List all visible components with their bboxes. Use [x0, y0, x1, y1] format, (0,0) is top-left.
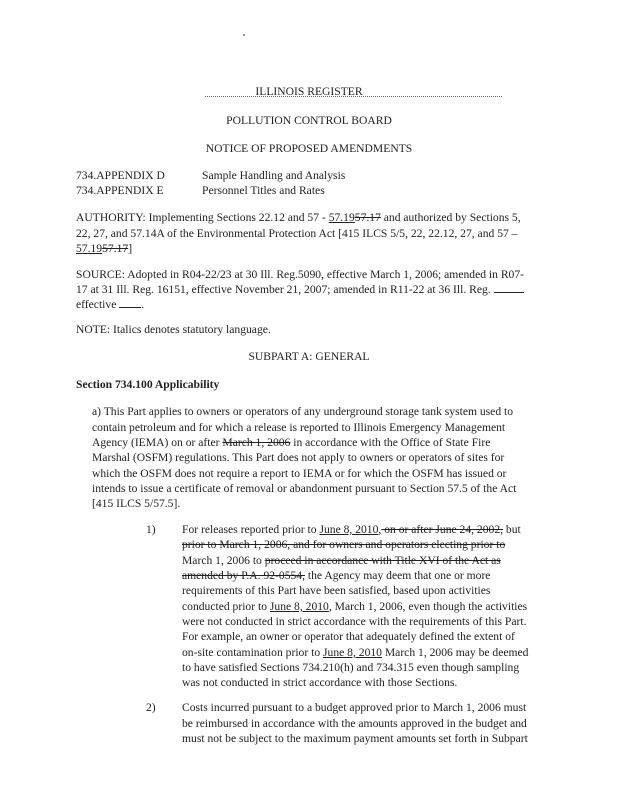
- source-line-1: SOURCE: Adopted in R04-22/23 at 30 Ill. Reg.5090, effective March 1, 2006; amended in R07-: [76, 268, 525, 281]
- authority-line-3: [76, 241, 132, 256]
- board-title: POLLUTION CONTROL BOARD: [226, 114, 392, 127]
- para-a-line-7: [415 ILCS 5/57.5].: [92, 497, 181, 510]
- para-a-line-2: contain petroleum and for which a release is reported to Illinois Emergency Management: [92, 421, 506, 434]
- item-2-number: 2): [146, 701, 156, 714]
- authority-mid: and authorized by Sections 5,: [380, 211, 521, 224]
- effective-blank: [119, 297, 141, 308]
- authority-end: ]: [128, 242, 133, 255]
- item1-l9-insert: June 8, 2010: [323, 646, 382, 659]
- section-heading: Section 734.100 Applicability: [76, 378, 220, 391]
- item1-l1-pre: For releases reported prior to: [182, 523, 320, 536]
- item1-l1-insert-comma: ,: [378, 523, 382, 536]
- item1-l4-deleted: amended by P.A. 92-0554,: [182, 569, 306, 582]
- item-1-line-11: was not conducted in strict accordance with those Sections.: [182, 676, 458, 689]
- volume-blank: [494, 282, 524, 293]
- appendix-d-code: 734.APPENDIX D: [76, 169, 165, 182]
- subpart-heading: SUBPART A: GENERAL: [248, 350, 370, 363]
- item1-l1-deleted: on or after June 24, 2002,: [381, 523, 504, 536]
- source-line-2-text: 17 at 31 Ill. Reg. 16151, effective November 21, 2007; amended in R11-22 at 36 Ill. Reg.: [76, 283, 491, 296]
- scan-mark: [243, 34, 245, 36]
- authority-delete-1: 57.17: [354, 211, 381, 224]
- item1-l2-deleted: prior to March 1, 2006, and for owners and operators electing prior to: [182, 538, 506, 551]
- appendix-e-code: 734.APPENDIX E: [76, 184, 164, 197]
- item-1-line-8: For example, an owner or operator that adequately defined the extent of: [182, 630, 515, 643]
- item-1-line-4: [182, 568, 490, 583]
- item1-l6-post: , March 1, 2006, even though the activities: [328, 600, 528, 613]
- source-period: .: [141, 298, 145, 311]
- item-1-line-7: were not conducted in strict accordance with the requirements of this Part.: [182, 615, 527, 628]
- item-1-line-9: [182, 645, 528, 660]
- item1-l6-pre: conducted prior to: [182, 600, 270, 613]
- authority-line-1: [76, 210, 521, 225]
- item-1-line-2: [182, 537, 505, 552]
- item1-l4-post: the Agency may deem that one or more: [305, 569, 491, 582]
- item-1-line-3: [182, 553, 501, 568]
- item1-l1-post: but: [503, 523, 521, 536]
- source-line-2: [76, 282, 524, 297]
- item1-l9-post: March 1, 2006 may be deemed: [381, 646, 529, 659]
- para-a-line-1: a) This Part applies to owners or operators of any underground storage tank system used to: [92, 405, 514, 418]
- authority-lead: AUTHORITY: Implementing Sections 22.12 and 57 -: [76, 211, 329, 224]
- note: NOTE: Italics denotes statutory language.: [76, 323, 271, 336]
- para-a-l3-pre: Agency (IEMA) on or after: [92, 436, 223, 449]
- item-1-line-6: [182, 599, 527, 614]
- item1-l3-deleted: proceed in accordance with Title XVI of the Act as: [264, 554, 501, 567]
- item-1-line-1: [182, 522, 521, 537]
- appendix-e-title: Personnel Titles and Rates: [202, 184, 325, 197]
- register-title: ILLINOIS REGISTER: [255, 85, 363, 98]
- para-a-line-3: [92, 435, 490, 450]
- item-1-line-10: to have satisfied Sections 734.210(h) and 734.315 even though sampling: [182, 661, 520, 674]
- authority-delete-2: 57.17: [102, 242, 129, 255]
- item-1-line-5: requirements of this Part have been satisfied, based upon activities: [182, 584, 491, 597]
- item-2-line-1: Costs incurred pursuant to a budget approved prior to March 1, 2006 must: [182, 701, 527, 714]
- para-a-l3-post: in accordance with the Office of State Fire: [290, 436, 491, 449]
- para-a-l3-deleted: March 1, 2006: [222, 436, 291, 449]
- item1-l1-insert: June 8, 2010: [319, 523, 379, 536]
- para-a-line-5: which the OSFM does not require a report to IEMA or for which the OSFM has issued or: [92, 467, 507, 480]
- item1-l3-pre: March 1, 2006 to: [182, 554, 265, 567]
- item-2-line-2: be reimbursed in accordance with the amounts approved in the budget and: [182, 717, 527, 730]
- appendix-d-title: Sample Handling and Analysis: [202, 169, 346, 182]
- item1-l6-insert: June 8, 2010: [269, 600, 329, 613]
- header-rule: [205, 96, 502, 97]
- item-2-line-3: must not be subject to the maximum payment amounts set forth in Subpart: [182, 732, 528, 745]
- notice-title: NOTICE OF PROPOSED AMENDMENTS: [205, 142, 413, 155]
- authority-insert-1: 57.19: [328, 211, 355, 224]
- item1-l9-pre: on-site contamination prior to: [182, 646, 324, 659]
- item-1-number: 1): [146, 523, 156, 536]
- authority-insert-2: 57.19: [76, 242, 103, 255]
- para-a-line-4: Marshal (OSFM) regulations. This Part does not apply to owners or operators of sites for: [92, 451, 505, 464]
- source-line-3: [76, 297, 144, 312]
- para-a-line-6: intends to issue a certificate of removal or abandonment pursuant to Section 57.5 of the Act: [92, 482, 517, 495]
- source-effective: effective: [76, 298, 117, 311]
- authority-line-2: 22, 27, and 57.14A of the Environmental Protection Act [415 ILCS 5/5, 22, 22.12, 27, and 57 –: [76, 227, 518, 240]
